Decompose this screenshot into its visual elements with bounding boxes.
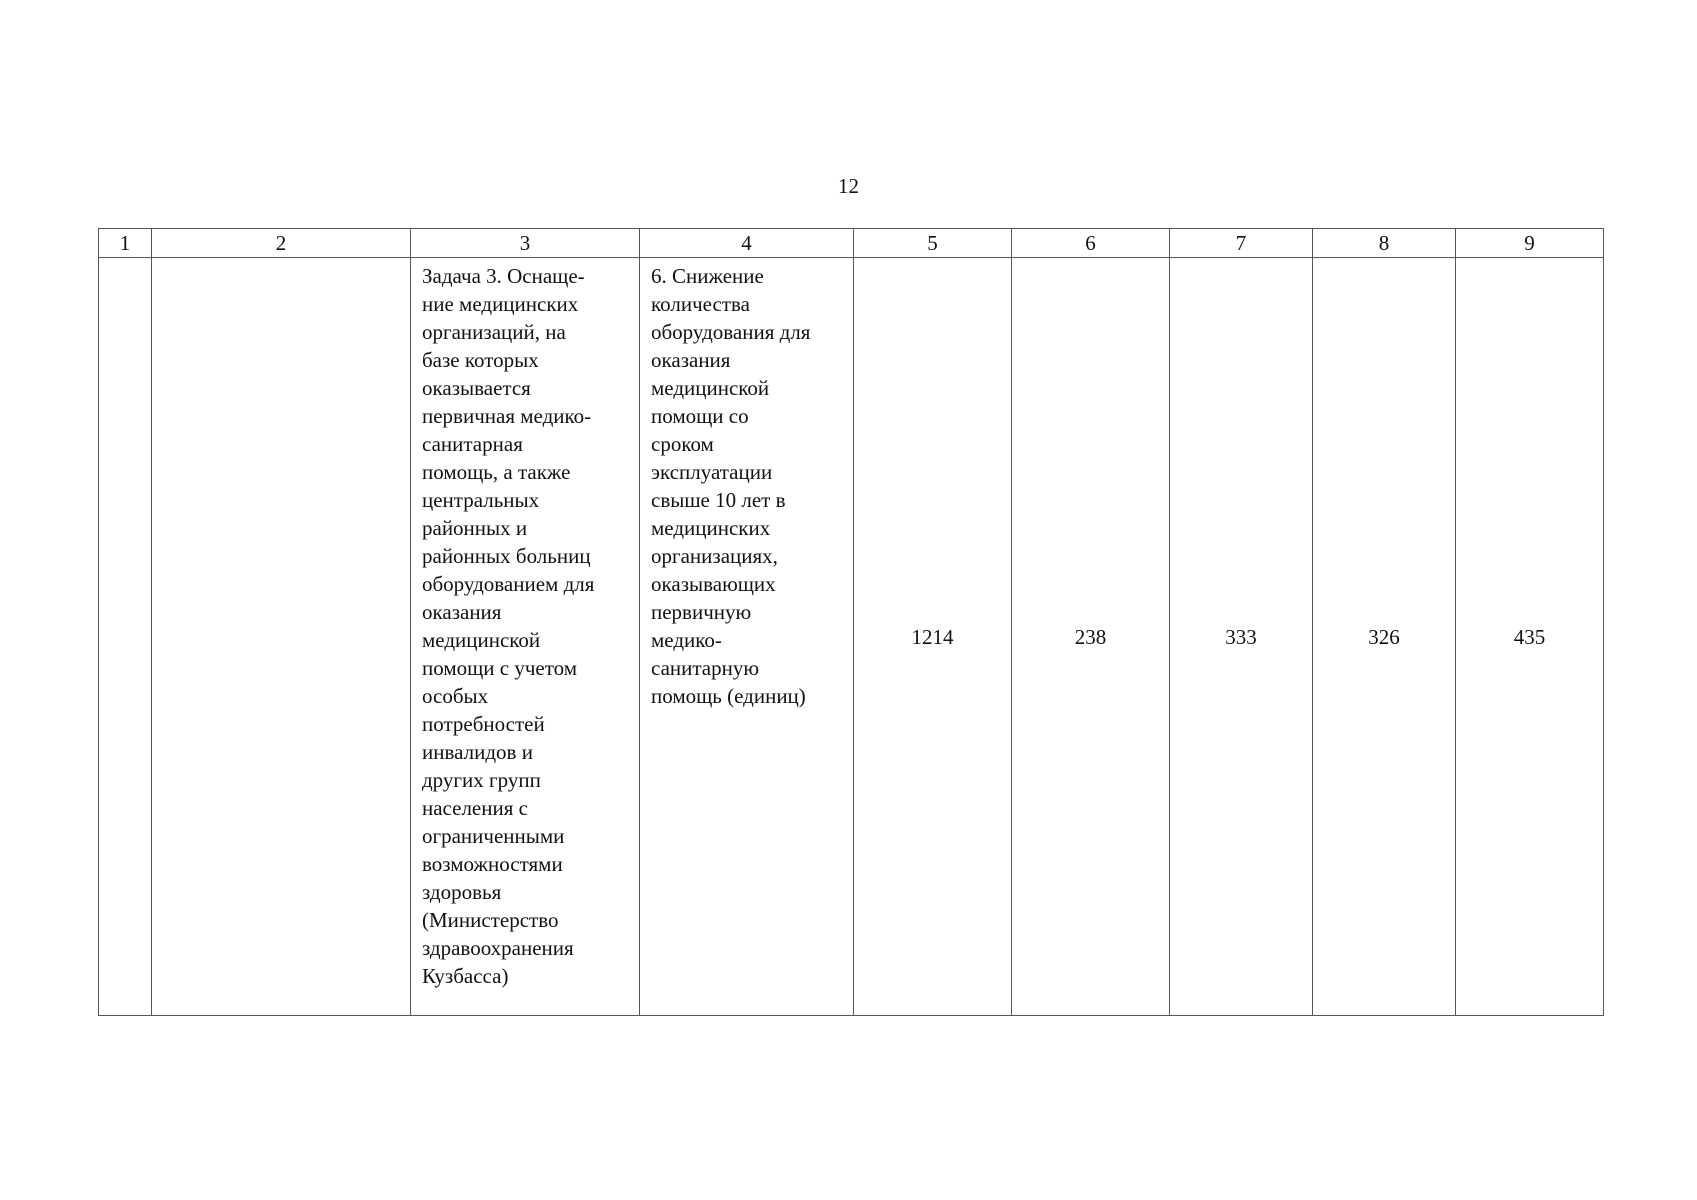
- column-header: 1: [99, 229, 152, 258]
- value-cell-col9: 435: [1456, 258, 1604, 1016]
- column-header: 4: [640, 229, 854, 258]
- indicators-table: [98, 228, 1604, 1016]
- value-cell-col6: 238: [1012, 258, 1170, 1016]
- cell-col2: [152, 258, 411, 1016]
- cell-col1: [99, 258, 152, 1016]
- column-header: 2: [152, 229, 411, 258]
- column-header: 6: [1012, 229, 1170, 258]
- column-header: 5: [854, 229, 1012, 258]
- task-cell: Задача 3. Оснаще- ние медицинских организаций, на базе которых оказывается первичная медико- санитарная помощь, а также центральных районных и районных больниц оборудованием для оказания медицинской помощи с учетом особых потребностей инвалидов и других групп населения с ограниченными возможностями здоровья (Министерство здравоохранения Кузбасса): [411, 258, 640, 1016]
- indicator-cell: 6. Снижение количества оборудования для оказания медицинской помощи со сроком эксплуатации свыше 10 лет в медицинских организациях, оказывающих первичную медико- санитарную помощь (единиц): [640, 258, 854, 1016]
- value-cell-col5: 1214: [854, 258, 1012, 1016]
- header-row: [99, 229, 1604, 258]
- value-cell-col8: 326: [1313, 258, 1456, 1016]
- page-number: 12: [838, 174, 859, 198]
- column-header: 7: [1170, 229, 1313, 258]
- column-header: 9: [1456, 229, 1604, 258]
- table-row: [99, 258, 1604, 1016]
- column-header: 8: [1313, 229, 1456, 258]
- column-header: 3: [411, 229, 640, 258]
- value-cell-col7: 333: [1170, 258, 1313, 1016]
